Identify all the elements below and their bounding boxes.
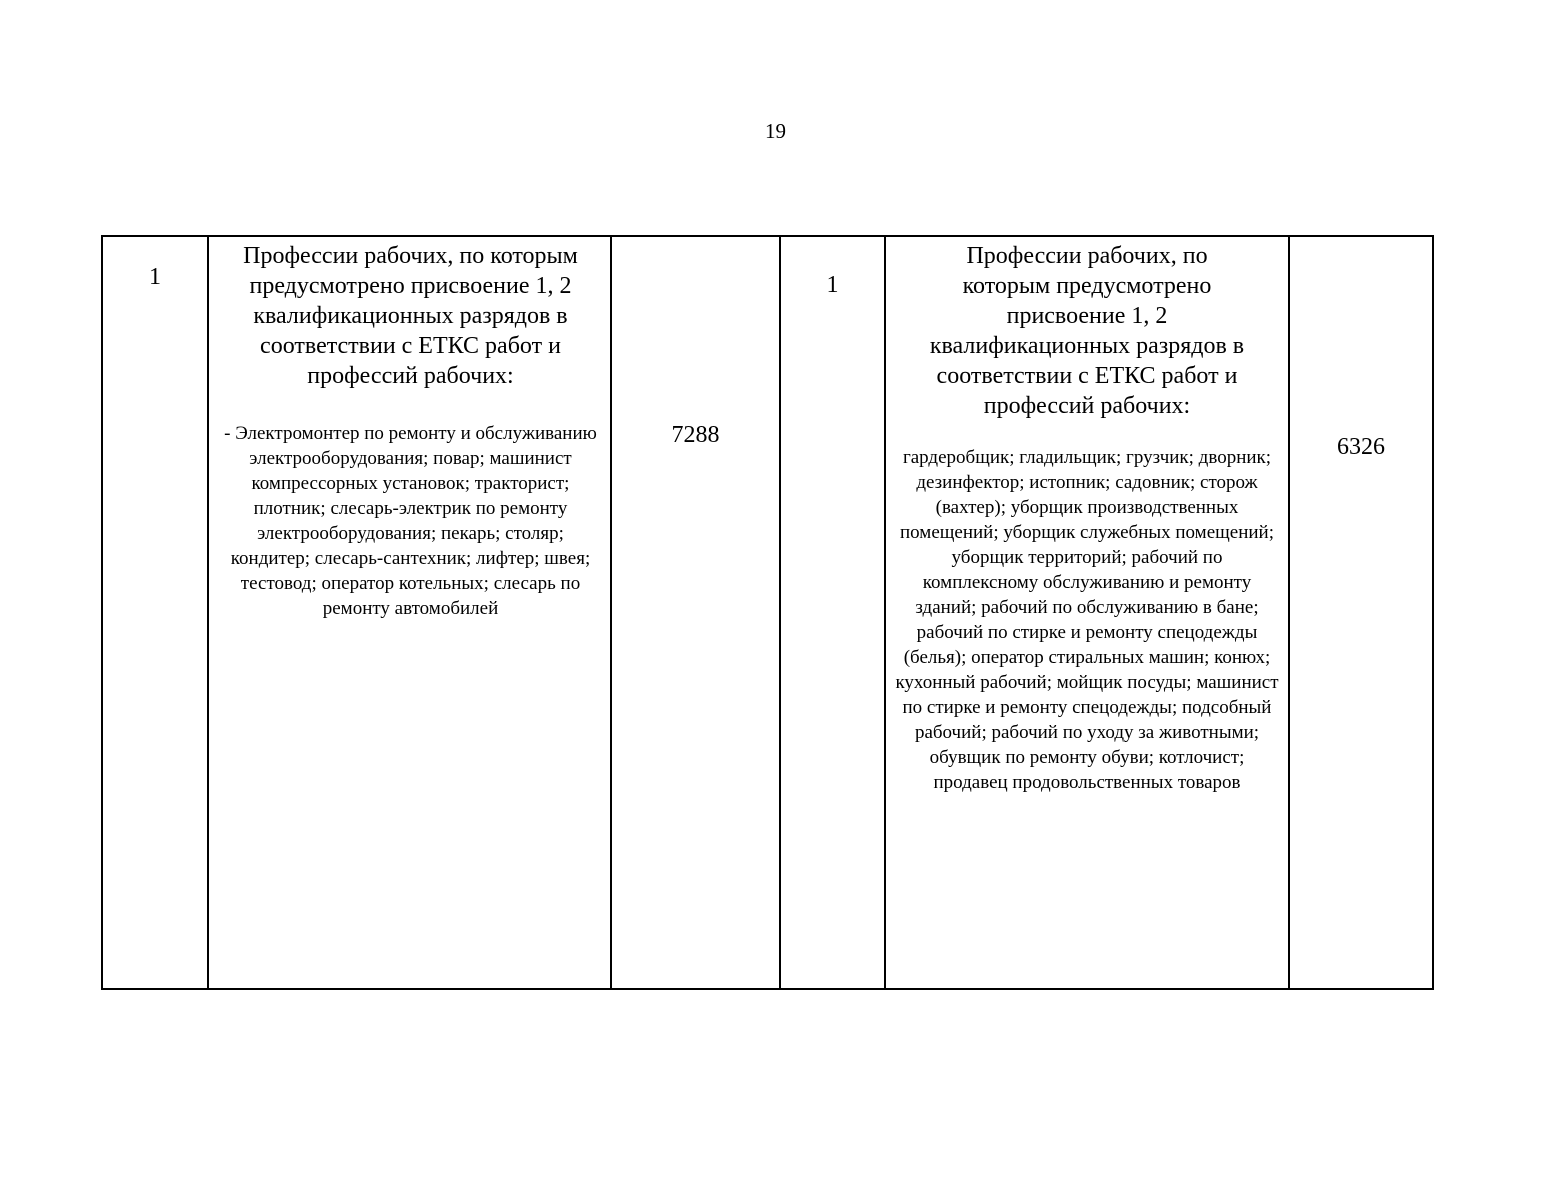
- left-professions-list: - Электромонтер по ремонту и обслуживанию электрооборудования; повар; машинист компрессорных установок; тракторист; плотник; слесарь-электрик по ремонту электрооборудования; пекарь; столяр; кондитер; слесарь-сантехник; лифтер; швея; тестовод; оператор котельных; слесарь по ремонту автомобилей: [224, 423, 597, 619]
- left-description-cell: [208, 236, 611, 989]
- right-count: 6326: [1289, 236, 1433, 989]
- left-row-number: 1: [102, 236, 208, 989]
- left-category-heading: Профессии рабочих, по которым предусмотрено присвоение 1, 2 квалификационных разрядов в соответствии с ЕТКС работ и профессий рабочих:: [243, 243, 578, 389]
- right-row-number: 1: [780, 236, 885, 989]
- right-description-cell: [885, 236, 1289, 989]
- left-count: 7288: [611, 236, 780, 989]
- right-professions-list: гардеробщик; гладильщик; грузчик; дворник; дезинфектор; истопник; садовник; сторож (вахтер); уборщик производственных помещений; уборщик служебных помещений; уборщик территорий; рабочий по комплексному обслуживанию и ремонту зданий; рабочий по обслуживанию в бане; рабочий по стирке и ремонту спецодежды (белья); оператор стиральных машин; конюх; кухонный рабочий; мойщик посуды; машинист по стирке и ремонту спецодежды; подсобный рабочий; рабочий по уходу за животными; обувщик по ремонту обуви; котлочист; продавец продовольственных товаров: [895, 447, 1279, 793]
- right-category-heading: Профессии рабочих, по которым предусмотрено присвоение 1, 2 квалификационных разрядов в соответствии с ЕТКС работ и профессий рабочих:: [929, 243, 1245, 419]
- document-table: [101, 235, 1434, 990]
- table-row: [102, 236, 1433, 989]
- page-number: 19: [765, 119, 786, 143]
